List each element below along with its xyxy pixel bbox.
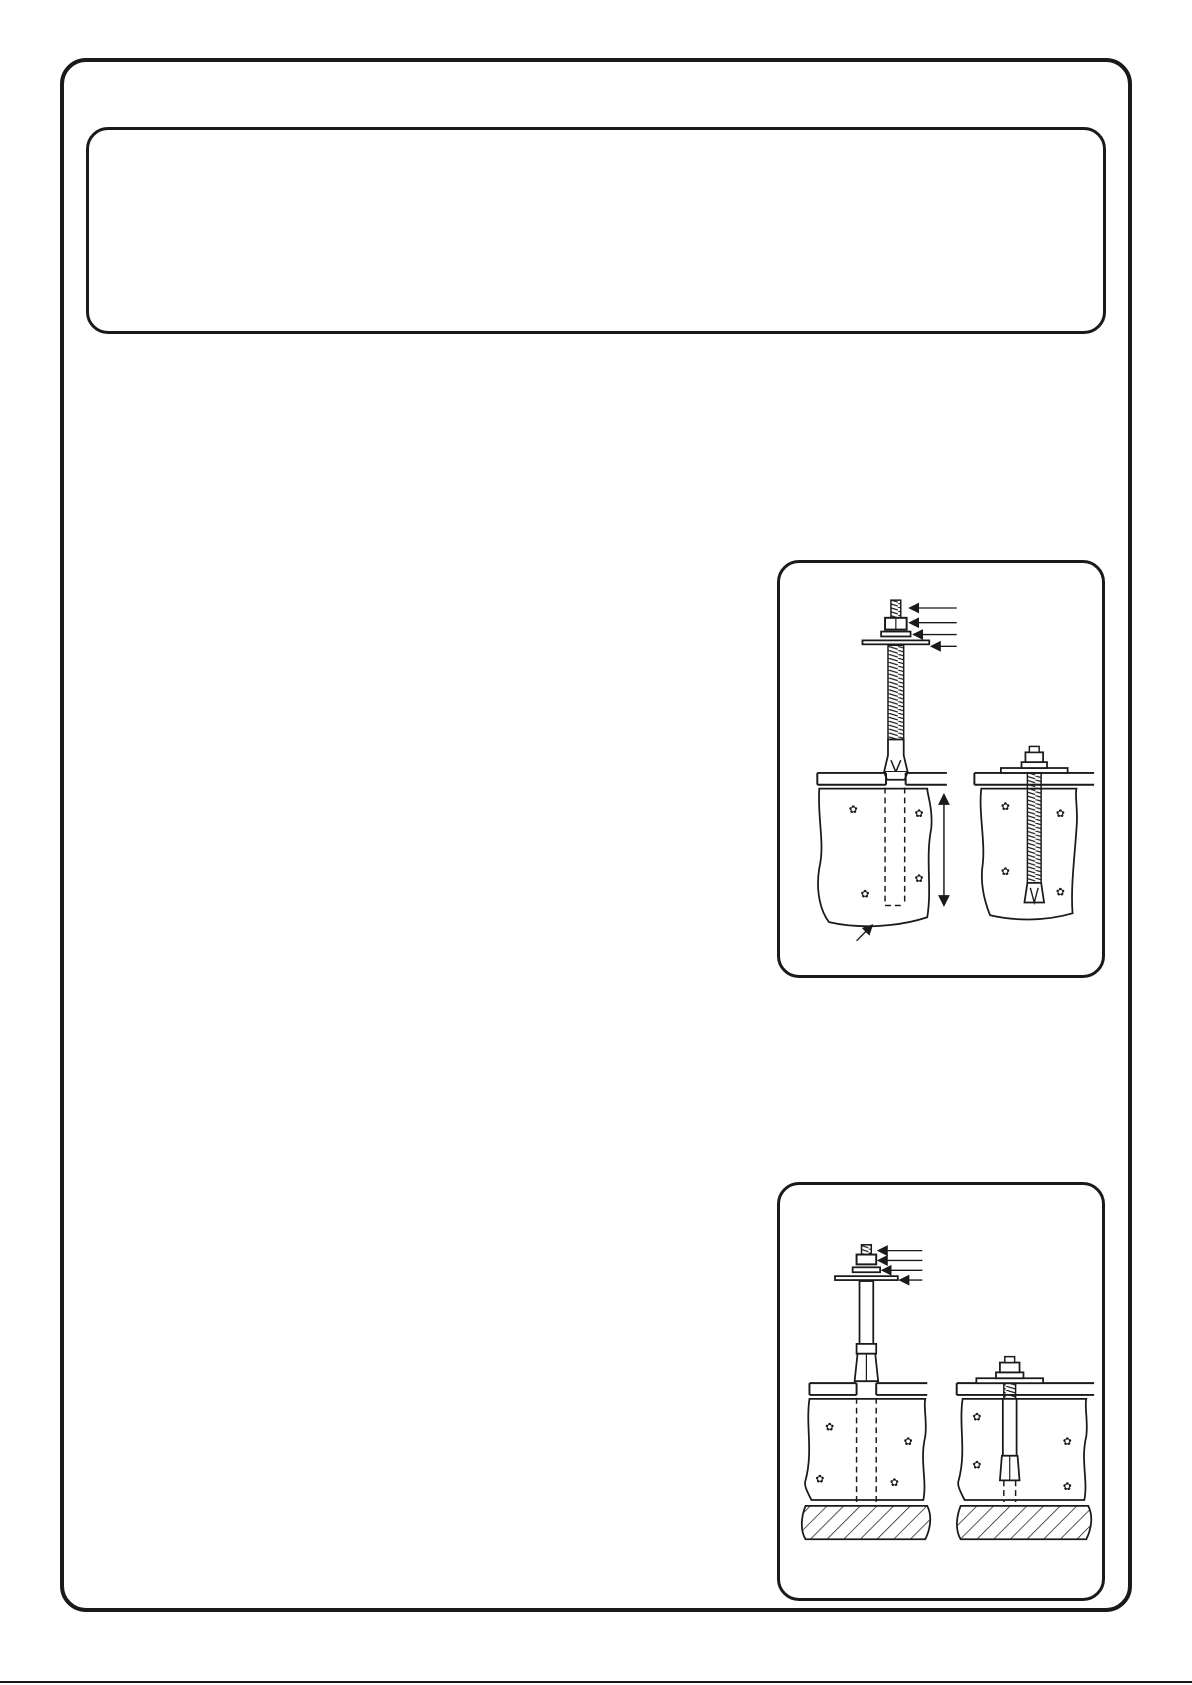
svg-text:✿: ✿	[825, 1420, 835, 1434]
svg-text:✿: ✿	[889, 1476, 899, 1490]
anchor-installed	[974, 746, 1094, 919]
svg-text:✿: ✿	[1000, 800, 1010, 814]
anchor-exploded	[862, 600, 956, 780]
svg-text:✿: ✿	[972, 1410, 982, 1424]
svg-text:✿: ✿	[914, 807, 924, 821]
header-box	[86, 127, 1106, 334]
svg-text:✿: ✿	[1062, 1480, 1072, 1494]
wedge-anchor-figure	[777, 560, 1105, 978]
svg-text:✿: ✿	[860, 887, 870, 901]
svg-text:✿: ✿	[1062, 1435, 1072, 1449]
svg-text:✿: ✿	[1000, 865, 1010, 879]
sleeve-anchor-diagram-icon	[780, 1185, 1102, 1598]
sleeve-anchor-figure	[777, 1182, 1105, 1601]
svg-text:✿: ✿	[903, 1435, 913, 1449]
concrete-drilled	[817, 773, 947, 941]
svg-text:✿: ✿	[848, 803, 858, 817]
sleeve-installed	[957, 1357, 1094, 1540]
svg-text:✿: ✿	[972, 1458, 982, 1472]
slab-drilled	[802, 1383, 930, 1539]
wedge-anchor-diagram-icon	[780, 563, 1102, 975]
svg-text:✿: ✿	[1055, 885, 1065, 899]
bottom-rule	[0, 1681, 1192, 1683]
svg-text:✿: ✿	[914, 871, 924, 885]
svg-text:✿: ✿	[815, 1472, 825, 1486]
sleeve-exploded	[835, 1245, 922, 1381]
svg-text:✿: ✿	[1055, 807, 1065, 821]
